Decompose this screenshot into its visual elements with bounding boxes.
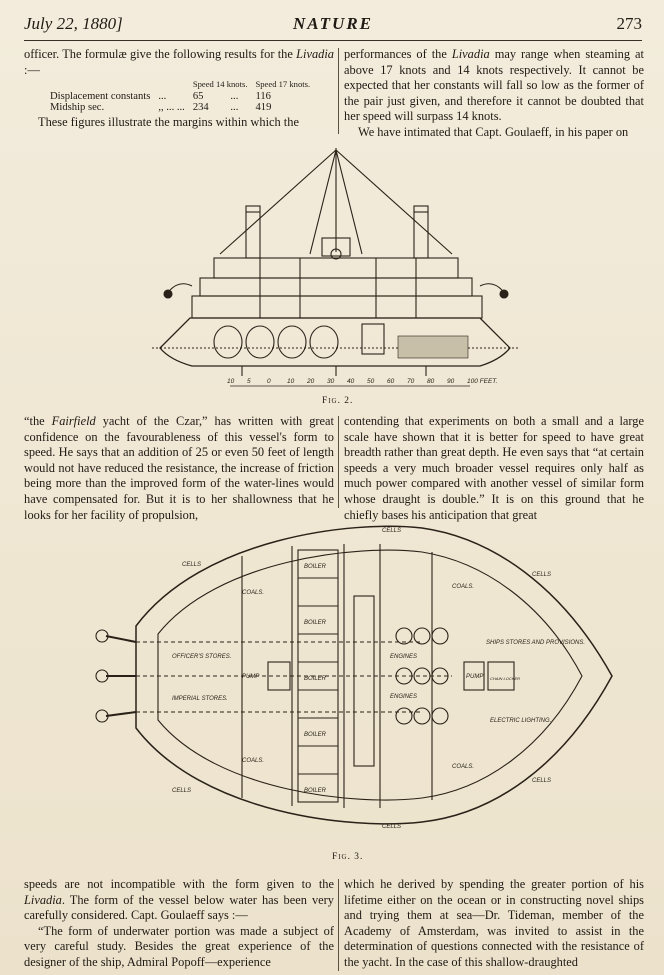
scale-label: 20 [307, 378, 315, 385]
paragraph: We have intimated that Capt. Goulaeff, in his paper on [358, 124, 629, 139]
ship-elevation-figure [140, 140, 520, 390]
coal-bunker [398, 336, 468, 358]
label-pump: PUMP [242, 674, 260, 680]
label-chain-locker: CHAIN LOCKER [490, 676, 521, 681]
scale-label: 90 [447, 378, 455, 385]
label-coals: COALS. [242, 590, 265, 596]
label-electric-lighting: ELECTRIC LIGHTING. [490, 718, 552, 724]
label-imperial-stores: IMPERIAL STORES. [172, 696, 228, 702]
label-coals: COALS. [452, 764, 475, 770]
column-divider [338, 879, 339, 971]
label-boiler: BOILER [304, 620, 327, 626]
header-rule [24, 40, 642, 41]
paragraph: which he derived by spending the greater portion of his lifetime either on the ocean or in constructing novel ships and trying them at sea—Dr. Tideman, member of the Academy of Amsterdam, was invited to assist in the determination of questions connected with the resistance of the yacht. In the case of this shallow-draughted [344, 877, 644, 969]
label-coals: COALS. [452, 584, 475, 590]
middle-right-column [344, 414, 644, 523]
scale-label: 5 [247, 378, 251, 385]
paragraph: speeds are not incompatible with the form given to the Livadia. The form of the vessel below water has been very carefully considered. Capt. Goulaeff says :— [24, 877, 334, 923]
page-number: 273 [616, 14, 642, 33]
paragraph: officer. The formulæ give the following results for the Livadia :— [24, 47, 334, 77]
bottom-right-column [344, 877, 644, 971]
scale-label: 60 [387, 378, 395, 385]
scale-label: 30 [327, 378, 335, 385]
plan-labels [172, 528, 585, 830]
paragraph: contending that experiments on both a small and a large scale have shown that it is better for speed to have great breadth rather than great depth. He even says that “at certain speeds a very much broader vessel requires only half as much power compared with another vessel of similar form whose draught is double.” It is on this ground that he chiefly bases his anticipation that great [344, 414, 644, 522]
label-boiler: BOILER [304, 732, 327, 738]
ship-plan-figure [92, 516, 628, 838]
engine [362, 324, 384, 354]
label-ships-stores: SHIPS STORES AND PROVISIONS. [486, 640, 586, 646]
stay-line [220, 150, 336, 254]
journal-title: NATURE [292, 14, 374, 33]
scale-label: 10 [227, 378, 235, 385]
paragraph: “the Fairfield yacht of the Czar,” has written with great confidence on the favourableness of this vessel's form to speed. He says that an addition of 25 or even 50 feet of length would not have reduced the resistance, the increase of friction being more than the improved form of the water-lines would have compensated for. But it is to her shallowness that he looks for her facility of propulsion, [24, 414, 334, 522]
scale-label: 0 [267, 378, 271, 385]
middle-left-column [24, 414, 334, 523]
column-divider [338, 416, 339, 508]
bottom-left-column [24, 877, 334, 971]
boiler [310, 326, 338, 358]
scale-label: 40 [347, 378, 355, 385]
label-cells: CELLS [532, 572, 552, 578]
top-left-column [24, 47, 334, 130]
table-row: Midship sec. ,, ... ... 234 ... 419 [50, 102, 272, 114]
label-boiler: BOILER [304, 676, 327, 682]
table-header: Speed 14 knots. [192, 79, 248, 90]
label-officers-stores: OFFICER'S STORES. [172, 654, 232, 660]
label-pump: PUMP [466, 674, 484, 680]
scale-label: 50 [367, 378, 375, 385]
scale-label: 10 [287, 378, 295, 385]
table-header: Speed 17 knots. [255, 79, 311, 90]
figure-caption: Fig. 3. [332, 852, 364, 862]
upper-deck [214, 258, 458, 278]
scale-label: 100 FEET. [467, 378, 498, 385]
label-cells: CELLS [532, 778, 552, 784]
label-cells: CELLS [382, 528, 402, 534]
table-row: Displacement constants ... 65 ... 116 [50, 90, 271, 102]
label-engines: ENGINES [390, 654, 418, 660]
paragraph: These figures illustrate the margins within which the [38, 114, 299, 129]
top-right-column [344, 47, 644, 141]
label-coals: COALS. [242, 758, 265, 764]
stay-line [336, 150, 452, 254]
running-header [24, 14, 642, 40]
label-cells: CELLS [382, 824, 402, 830]
boiler [278, 326, 306, 358]
label-boiler: BOILER [304, 788, 327, 794]
boiler [214, 326, 242, 358]
label-cells: CELLS [172, 788, 192, 794]
boiler [246, 326, 274, 358]
funnel [246, 206, 260, 258]
label-boiler: BOILER [304, 564, 327, 570]
column-divider [338, 48, 339, 134]
label-cells: CELLS [182, 562, 202, 568]
scale-label: 80 [427, 378, 435, 385]
label-engines: ENGINES [390, 694, 418, 700]
figure-caption: Fig. 2. [322, 396, 354, 406]
paragraph: performances of the Livadia may range when steaming at above 17 knots and 14 knots respectively. It cannot be expected that her constants will fall so low as the former of the pair just given, and therefore it cannot be doubted that her speed will surpass 14 knots. [344, 47, 644, 124]
funnel [414, 206, 428, 258]
results-table [46, 79, 314, 114]
paragraph: “The form of underwater portion was made a subject of very careful study. Besides the great experience of the designer of the ship, Admiral Popoff—experience [24, 923, 334, 969]
scale-label: 70 [407, 378, 415, 385]
main-deck [192, 296, 482, 318]
scale-labels [227, 378, 498, 385]
header-date: July 22, 1880] [24, 14, 123, 33]
